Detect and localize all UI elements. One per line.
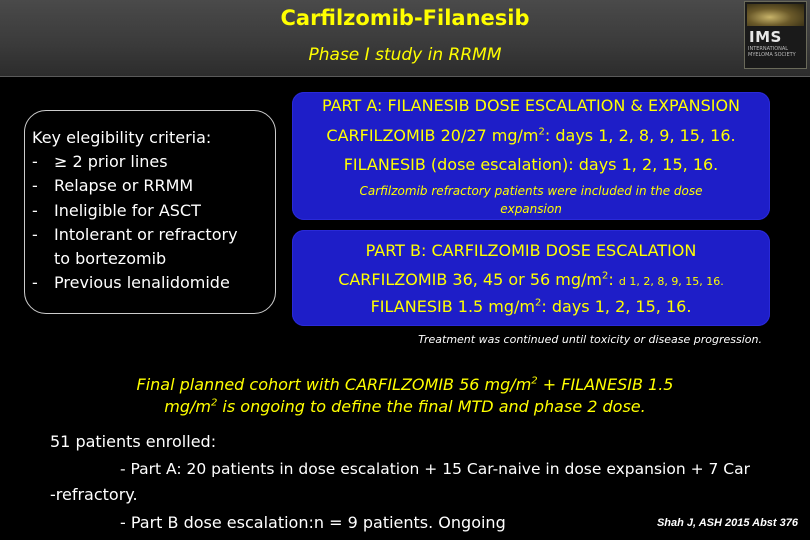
criteria-item: - Relapse or RRMM xyxy=(32,176,194,196)
page-subtitle: Phase I study in RRMM xyxy=(308,45,502,65)
enrolled-line4: - Part B dose escalation:n = 9 patients. Ongoing xyxy=(120,513,506,532)
criteria-heading: Key elegibility criteria: xyxy=(32,128,212,147)
logo-image-icon xyxy=(747,4,804,26)
part-b-heading: PART B: CARFILZOMIB DOSE ESCALATION xyxy=(365,241,697,260)
enrolled-line3: -refractory. xyxy=(50,485,138,504)
criteria-item: - Previous lenalidomide xyxy=(32,273,230,293)
criteria-item-continuation: to bortezomib xyxy=(54,249,167,269)
part-b-filanesib-line: FILANESIB 1.5 $mg/m^2$: days 1, 2, 15, 16. xyxy=(370,297,692,316)
header-bar xyxy=(0,0,810,77)
part-a-note-line2: expansion xyxy=(500,202,562,216)
criteria-item: - Intolerant or refractory xyxy=(32,224,238,244)
enrolled-line1: 51 patients enrolled: xyxy=(50,432,217,451)
ims-logo xyxy=(744,1,807,69)
part-a-heading: PART A: FILANESIB DOSE ESCALATION & EXPANSION xyxy=(321,96,741,115)
part-a-carfilzomib-line: CARFILZOMIB 20/27 $mg/m^2$: days 1, 2, 8, 9, 15, 16. xyxy=(326,126,736,145)
criteria-item: - ≥ 2 prior lines xyxy=(32,152,168,172)
final-cohort-line1: Final planned cohort with CARFILZOMIB 56 $mg/m^2$ + FILANESIB 1.5 xyxy=(136,375,674,394)
final-cohort-line2: $mg/m^2$ is ongoing to define the final MTD and phase 2 dose. xyxy=(164,397,646,416)
part-b-carfilzomib-line: CARFILZOMIB 36, 45 or 56 $mg/m^2$: d 1, 2, 8, 9, 15, 16. xyxy=(338,270,724,289)
enrolled-line2: - Part A: 20 patients in dose escalation + 15 Car-naive in dose expansion + 7 Car xyxy=(120,460,750,478)
criteria-list xyxy=(32,126,272,295)
final-cohort-statement xyxy=(92,374,718,418)
treatment-note: Treatment was continued until toxicity or disease progression. xyxy=(418,333,762,346)
criteria-item: - Ineligible for ASCT xyxy=(32,200,201,220)
logo-text: IMS xyxy=(749,28,782,46)
part-a-filanesib-line: FILANESIB (dose escalation): days 1, 2, 15, 16. xyxy=(343,155,719,174)
page-title: Carfilzomib-Filanesib xyxy=(280,6,530,30)
citation: Shah J, ASH 2015 Abst 376 xyxy=(656,517,798,529)
part-a-note-line1: Carfilzomib refractory patients were included in the dose xyxy=(359,184,703,198)
logo-subtext: INTERNATIONAL MYELOMA SOCIETY xyxy=(748,46,796,58)
